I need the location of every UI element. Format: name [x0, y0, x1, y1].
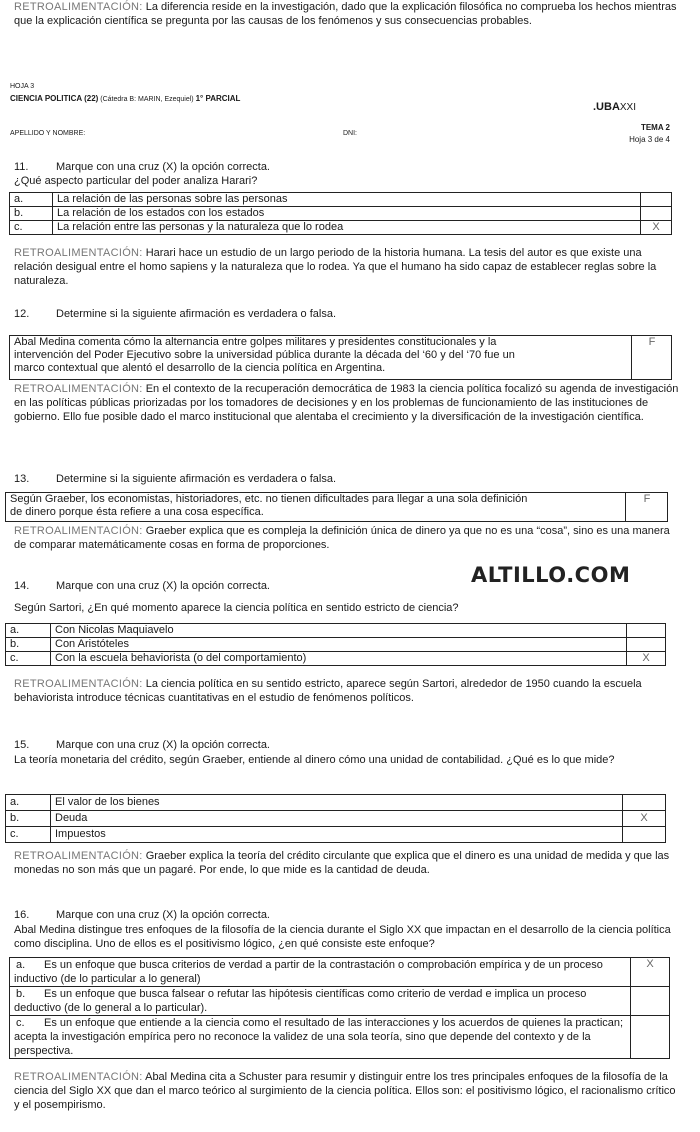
question-12-statement-box [9, 335, 672, 380]
tema-label: TEMA 2 [640, 123, 670, 132]
retro-label: RETROALIMENTACIÓN: [14, 678, 143, 690]
course-name: CIENCIA POLITICA (22) [10, 94, 99, 103]
option-row [10, 1016, 670, 1059]
option-mark-cell[interactable]: X [631, 958, 670, 987]
option-letter: a. [10, 193, 53, 207]
option-text: Deuda [51, 811, 623, 827]
option-row [6, 638, 666, 652]
sheet-label: HOJA 3 [10, 83, 35, 90]
option-row [6, 811, 666, 827]
question-15-options [5, 794, 666, 843]
retro-text: La ciencia política en su sentido estricto, aparece según Sartori, alrededor de 1950 cuando la escuela behaviorista introduce técnicas cuantitativas en el estudio de fenómenos políticos. [14, 678, 642, 704]
option-text: La relación entre las personas y la naturaleza que lo rodea [53, 221, 641, 235]
altillo-watermark: ALTILLO.COM [471, 563, 631, 587]
option-letter: b. [6, 638, 51, 652]
option-mark-cell[interactable]: X [623, 811, 666, 827]
option-row [10, 987, 670, 1016]
uba-logo-suffix: XXI [619, 102, 637, 113]
option-row [10, 193, 672, 207]
statement-text [10, 493, 527, 519]
option-text: Con Nicolas Maquiavelo [51, 624, 627, 638]
option-text-cell [10, 958, 631, 987]
question-12-instruction [14, 308, 336, 321]
retro-paragraph-15 [14, 849, 680, 877]
retro-paragraph-11 [14, 246, 680, 288]
question-13-statement-box [5, 492, 668, 522]
option-mark-cell[interactable] [627, 624, 666, 638]
option-text: Con la escuela behaviorista (o del comportamiento) [51, 652, 627, 666]
option-text: Es un enfoque que busca falsear o refutar las hipótesis científicas como criterio de verdad e implica un proceso deductivo (de lo general a lo particular). [14, 988, 587, 1014]
statement-line: Según Graeber, los economistas, historiadores, etc. no tienen dificultades para llegar a una sola definición [10, 493, 528, 505]
option-text: Es un enfoque que entiende a la ciencia como el resultado de las interacciones y los acuerdos de quienes la practican; acepta la investigación empírica pero no reconoce la validez de una sola teoría, sino que depende del contexto y de la perspectiva. [14, 1017, 624, 1057]
retro-label: RETROALIMENTACIÓN: [14, 1, 143, 13]
answer-cell[interactable]: F [631, 336, 672, 379]
statement-line: Abal Medina comenta cómo la alternancia entre golpes militares y presidentes constitucionales y la [14, 336, 497, 348]
option-letter: c. [6, 827, 51, 843]
question-number: 11. [14, 161, 29, 173]
option-text: Es un enfoque que busca criterios de verdad a partir de la contrastación o comprobación empírica y de un proceso inductivo (de lo particular a lo general) [14, 959, 603, 985]
chair-name: (Cátedra B: MARIN, Ezequiel) [98, 96, 196, 103]
instruction-text: Determine si la siguiente afirmación es verdadera o falsa. [56, 308, 337, 320]
option-text-cell [10, 987, 631, 1016]
option-text: Impuestos [51, 827, 623, 843]
question-15-instruction [14, 739, 270, 752]
statement-line: intervención del Poder Ejecutivo sobre la universidad pública durante la década del ‘60 y del ‘70 fue un [14, 349, 515, 361]
retro-text: En el contexto de la recuperación democrática de 1983 la ciencia política focalizó su agenda de investigación en las políticas públicas priorizadas por los tomadores de decisiones y en los problemas de funcionamiento de las instituciones de gobierno. Ello fue posible dado el marco institucional que alentaba el crecimiento y la diversificación de la investigación científica. [14, 383, 679, 423]
option-text: La relación de los estados con los estados [53, 207, 641, 221]
option-row [6, 827, 666, 843]
option-mark-cell[interactable] [623, 795, 666, 811]
question-11-instruction [14, 161, 270, 174]
name-label: APELLIDO Y NOMBRE: [10, 130, 86, 137]
question-15-text: La teoría monetaria del crédito, según Graeber, entiende al dinero cómo una unidad de contabilidad. ¿Qué es lo que mide? [14, 754, 615, 766]
option-text-cell [10, 1016, 631, 1059]
retro-text: Abal Medina cita a Schuster para resumir y distinguir entre los tres principales enfoques de la filosofía de la ciencia del Siglo XX que dan el marco teórico al surgimiento de la ciencia política. Ellos son: el positivismo lógico, el racionalismo crítico y el posempirismo. [14, 1071, 676, 1111]
instruction-text: Determine si la siguiente afirmación es verdadera o falsa. [56, 473, 337, 485]
answer-cell[interactable]: F [625, 493, 668, 521]
statement-text [14, 336, 515, 375]
question-number: 16. [14, 909, 30, 921]
statement-line: de dinero porque ésta refiere a una cosa específica. [10, 506, 264, 518]
question-11-options [9, 192, 672, 235]
option-letter: a. [6, 624, 51, 638]
question-14-text: Según Sartori, ¿En qué momento aparece la ciencia política en sentido estricto de ciencia? [14, 602, 459, 614]
question-14-instruction [14, 580, 270, 593]
question-16-text: Abal Medina distingue tres enfoques de la filosofía de la ciencia durante el Siglo XX que impactan en el desarrollo de la ciencia política como disciplina. Uno de ellos es el positivismo lógico, ¿en qué consiste este enfoque? [14, 924, 671, 950]
option-mark-cell[interactable] [641, 207, 672, 221]
option-letter: a. [6, 795, 51, 811]
option-text: El valor de los bienes [51, 795, 623, 811]
question-14-options [5, 623, 666, 666]
retro-text: Graeber explica la teoría del crédito circulante que explica que el dinero es una unidad de medida y que las monedas no son más que un pagaré. Por ende, lo que mide es la cantidad de deuda. [14, 850, 670, 876]
question-number: 14. [14, 580, 30, 592]
uba-logo [593, 101, 636, 113]
option-mark-cell[interactable] [623, 827, 666, 843]
uba-logo-main: .UBA [593, 101, 620, 113]
course-header [10, 94, 240, 103]
option-mark-cell[interactable] [627, 638, 666, 652]
option-row [6, 624, 666, 638]
option-row [10, 958, 670, 987]
retro-paragraph-16 [14, 1070, 680, 1112]
question-number: 15. [14, 739, 30, 751]
option-text: Con Aristóteles [51, 638, 627, 652]
option-row [6, 795, 666, 811]
question-number: 12. [14, 308, 30, 320]
instruction-text: Marque con una cruz (X) la opción correcta. [56, 580, 270, 592]
instruction-text: Marque con una cruz (X) la opción correcta. [56, 739, 270, 751]
option-row [10, 221, 672, 235]
option-letter: b. [16, 988, 26, 1000]
retro-text: Harari hace un estudio de un largo periodo de la historia humana. La tesis del autor es que existe una relación desigual entre el homo sapiens y la naturaleza que lo rodea. Ya que el humano ha sido capaz de establecer reglas sobre la naturaleza. [14, 247, 657, 287]
retro-text: Graeber explica que es compleja la definición única de dinero ya que no es una “cosa”, sino es una manera de comparar matemáticamente cosas en forma de proporciones. [14, 525, 670, 551]
option-mark-cell[interactable] [631, 987, 670, 1016]
option-letter: b. [10, 207, 53, 221]
page-label: Hoja 3 de 4 [629, 135, 670, 144]
retro-label: RETROALIMENTACIÓN: [14, 1071, 143, 1083]
retro-paragraph-13 [14, 524, 680, 552]
instruction-text: Marque con una cruz (X) la opción correcta. [56, 909, 270, 921]
option-letter: c. [10, 221, 53, 235]
option-text: La relación de las personas sobre las personas [53, 193, 641, 207]
option-mark-cell[interactable]: X [641, 221, 672, 235]
retro-paragraph-14 [14, 677, 680, 705]
retro-label: RETROALIMENTACIÓN: [14, 525, 143, 537]
option-letter: b. [6, 811, 51, 827]
option-row [6, 652, 666, 666]
option-row [10, 207, 672, 221]
retro-label: RETROALIMENTACIÓN: [14, 247, 143, 259]
retro-paragraph-top [14, 0, 680, 28]
option-letter: a. [16, 959, 26, 971]
retro-text: La diferencia reside en la investigación, dado que la explicación filosófica no comprueba los hechos mientras que la explicación científica se pregunta por las causas de los fenómenos y sus consecuencias probables. [14, 1, 677, 27]
dni-label: DNI: [343, 130, 357, 137]
question-11-text: ¿Qué aspecto particular del poder analiza Harari? [14, 175, 258, 187]
question-13-instruction [14, 473, 336, 486]
statement-line: marco contextual que alentó el desarrollo de la ciencia política en Argentina. [14, 362, 386, 374]
option-mark-cell[interactable] [641, 193, 672, 207]
option-letter: c. [6, 652, 51, 666]
option-mark-cell[interactable]: X [627, 652, 666, 666]
option-mark-cell[interactable] [631, 1016, 670, 1059]
instruction-text: Marque con una cruz (X) la opción correcta. [56, 161, 270, 173]
retro-paragraph-12 [14, 382, 680, 424]
retro-label: RETROALIMENTACIÓN: [14, 850, 143, 862]
question-16-instruction [14, 909, 270, 922]
retro-label: RETROALIMENTACIÓN: [14, 383, 143, 395]
option-letter: c. [16, 1017, 25, 1029]
question-16-options [9, 957, 670, 1059]
question-number: 13. [14, 473, 30, 485]
exam-name: 1° PARCIAL [195, 94, 241, 103]
